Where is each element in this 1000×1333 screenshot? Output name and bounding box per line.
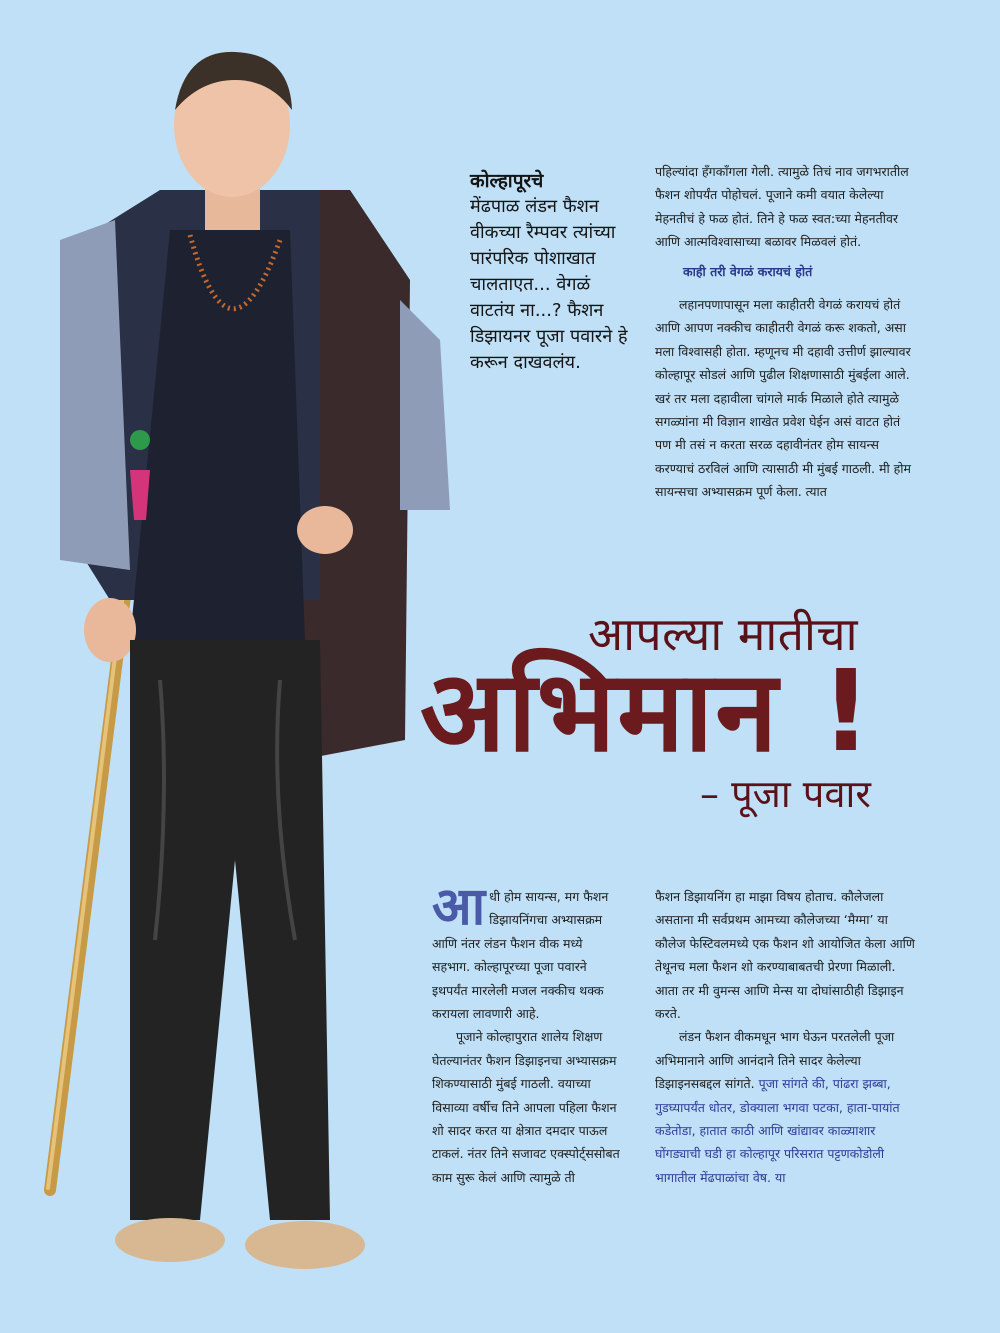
subheading: काही तरी वेगळं करायचं होतं: [683, 263, 813, 279]
paragraph: फैशन डिझायनिंग हा माझा विषय होताच. कौलेजला असताना मी सर्वप्रथम आमच्या कौलेजच्या ‘मैग्मा’ या कौलेज फेस्टिवलमध्ये एक फैशन शो आयोजित केला आणि तेथूनच मला फैशन शो करण्याबाबतची प्रेरणा मिळाली. आता तर मी वुमन्स आणि मेन्स या दोघांसाठीही डिझाइन करते.: [655, 889, 915, 1022]
column-bottom-left: [432, 877, 622, 1189]
headline-author: – पूजा पवार: [700, 772, 871, 816]
intro-blurb: [470, 168, 640, 376]
paragraph: पूजाने कोल्हापुरात शालेय शिक्षण घेतल्यानंतर फैशन डिझाइनचा अभ्यासक्रम शिकण्यासाठी मुंबई गाठली. वयाच्या विसाव्या वर्षीच तिने आपला पहिला फैशन शो सादर करत या क्षेत्रात दमदार पाऊल टाकलं. नंतर तिने सजावट एक्स्पोर्ट्ससोबत काम सुरू केलं आणि त्यामुळे ती: [432, 1029, 620, 1185]
left-hand: [84, 598, 136, 662]
column-top-right: [655, 160, 917, 504]
checked-sleeve-right: [400, 300, 450, 510]
paragraph: पहिल्यांदा हँगकाँगला गेली. त्यामुळे तिचं नाव जगभरातील फैशन शोपर्यंत पोहोचलं. पूजाने कमी वयात केलेल्या मेहनतीचं हे फळ होतं. तिने हे फळ स्वत:च्या मेहनतीवर आणि आत्मविश्वासाच्या बळावर मिळवलं होतं.: [655, 164, 909, 250]
right-hand: [297, 506, 353, 554]
highlight-paragraph: पूजा सांगते की, पांढरा झब्बा, गुडघ्यापर्यंत धोतर, डोक्याला भगवा पटका, हाता-पायांत कडेतोडा, हातात काठी आणि खांद्यावर काळ्याशार घोंगड्याची घडी हा कोल्हापूर परिसरात पट्टणकोडोली भागातील मेंढपाळांचा वेष. या: [655, 1076, 900, 1185]
headline-main: अभिमान !: [420, 647, 874, 777]
tassel-green: [130, 430, 150, 450]
left-sandal: [115, 1218, 225, 1262]
column-bottom-right: [655, 885, 917, 1189]
paragraph: लंडन फैशन वीकमधून भाग घेऊन परतलेली पूजा अभिमानाने आणि आनंदाने तिने सादर केलेल्या डिझाइनसबद्दल सांगते.: [655, 1029, 895, 1092]
intro-lead: कोल्हापूरचे: [470, 170, 544, 192]
paragraph: धी होम सायन्स, मग फैशन डिझायनिंगचा अभ्यासक्रम आणि नंतर लंडन फैशन वीक मध्ये सहभाग. कोल्हापूरच्या पूजा पवारने इथपर्यंत मारलेली मजल नक्कीच थक्क करायला लावणारी आहे.: [432, 889, 609, 1022]
right-sandal: [245, 1221, 365, 1269]
paragraph: लहानपणापासून मला काहीतरी वेगळं करायचं होतं आणि आपण नक्कीच काहीतरी वेगळं करू शकतो, असा मला विश्वासही होता. म्हणूनच मी दहावी उत्तीर्ण झाल्यावर कोल्हापूर सोडलं आणि पुढील शिक्षणासाठी मुंबईला आले. खरं तर मला दहावीला चांगले मार्क मिळाले होते त्यामुळे सगळ्यांना मी विज्ञान शाखेत प्रवेश घेईन असं वाटत होतं पण मी तसं न करता सरळ दहावीनंतर होम सायन्स करण्याचं ठरविलं आणि त्यासाठी मी मुंबई गाठली. मी होम सायन्सचा अभ्यासक्रम पूर्ण केला. त्यात: [655, 297, 911, 500]
model-photo: [20, 40, 460, 1310]
trousers: [130, 640, 330, 1220]
intro-text: मेंढपाळ लंडन फैशन वीकच्या रैम्पवर त्यांच्या पारंपरिक पोशाखात चालताएत... वेगळं वाटतंय ना...? फैशन डिझायनर पूजा पवारने हे करून दाखवलंय.: [470, 196, 628, 373]
dropcap: आ: [432, 877, 486, 937]
headline-line1: आपल्या मातीचा: [588, 607, 859, 661]
